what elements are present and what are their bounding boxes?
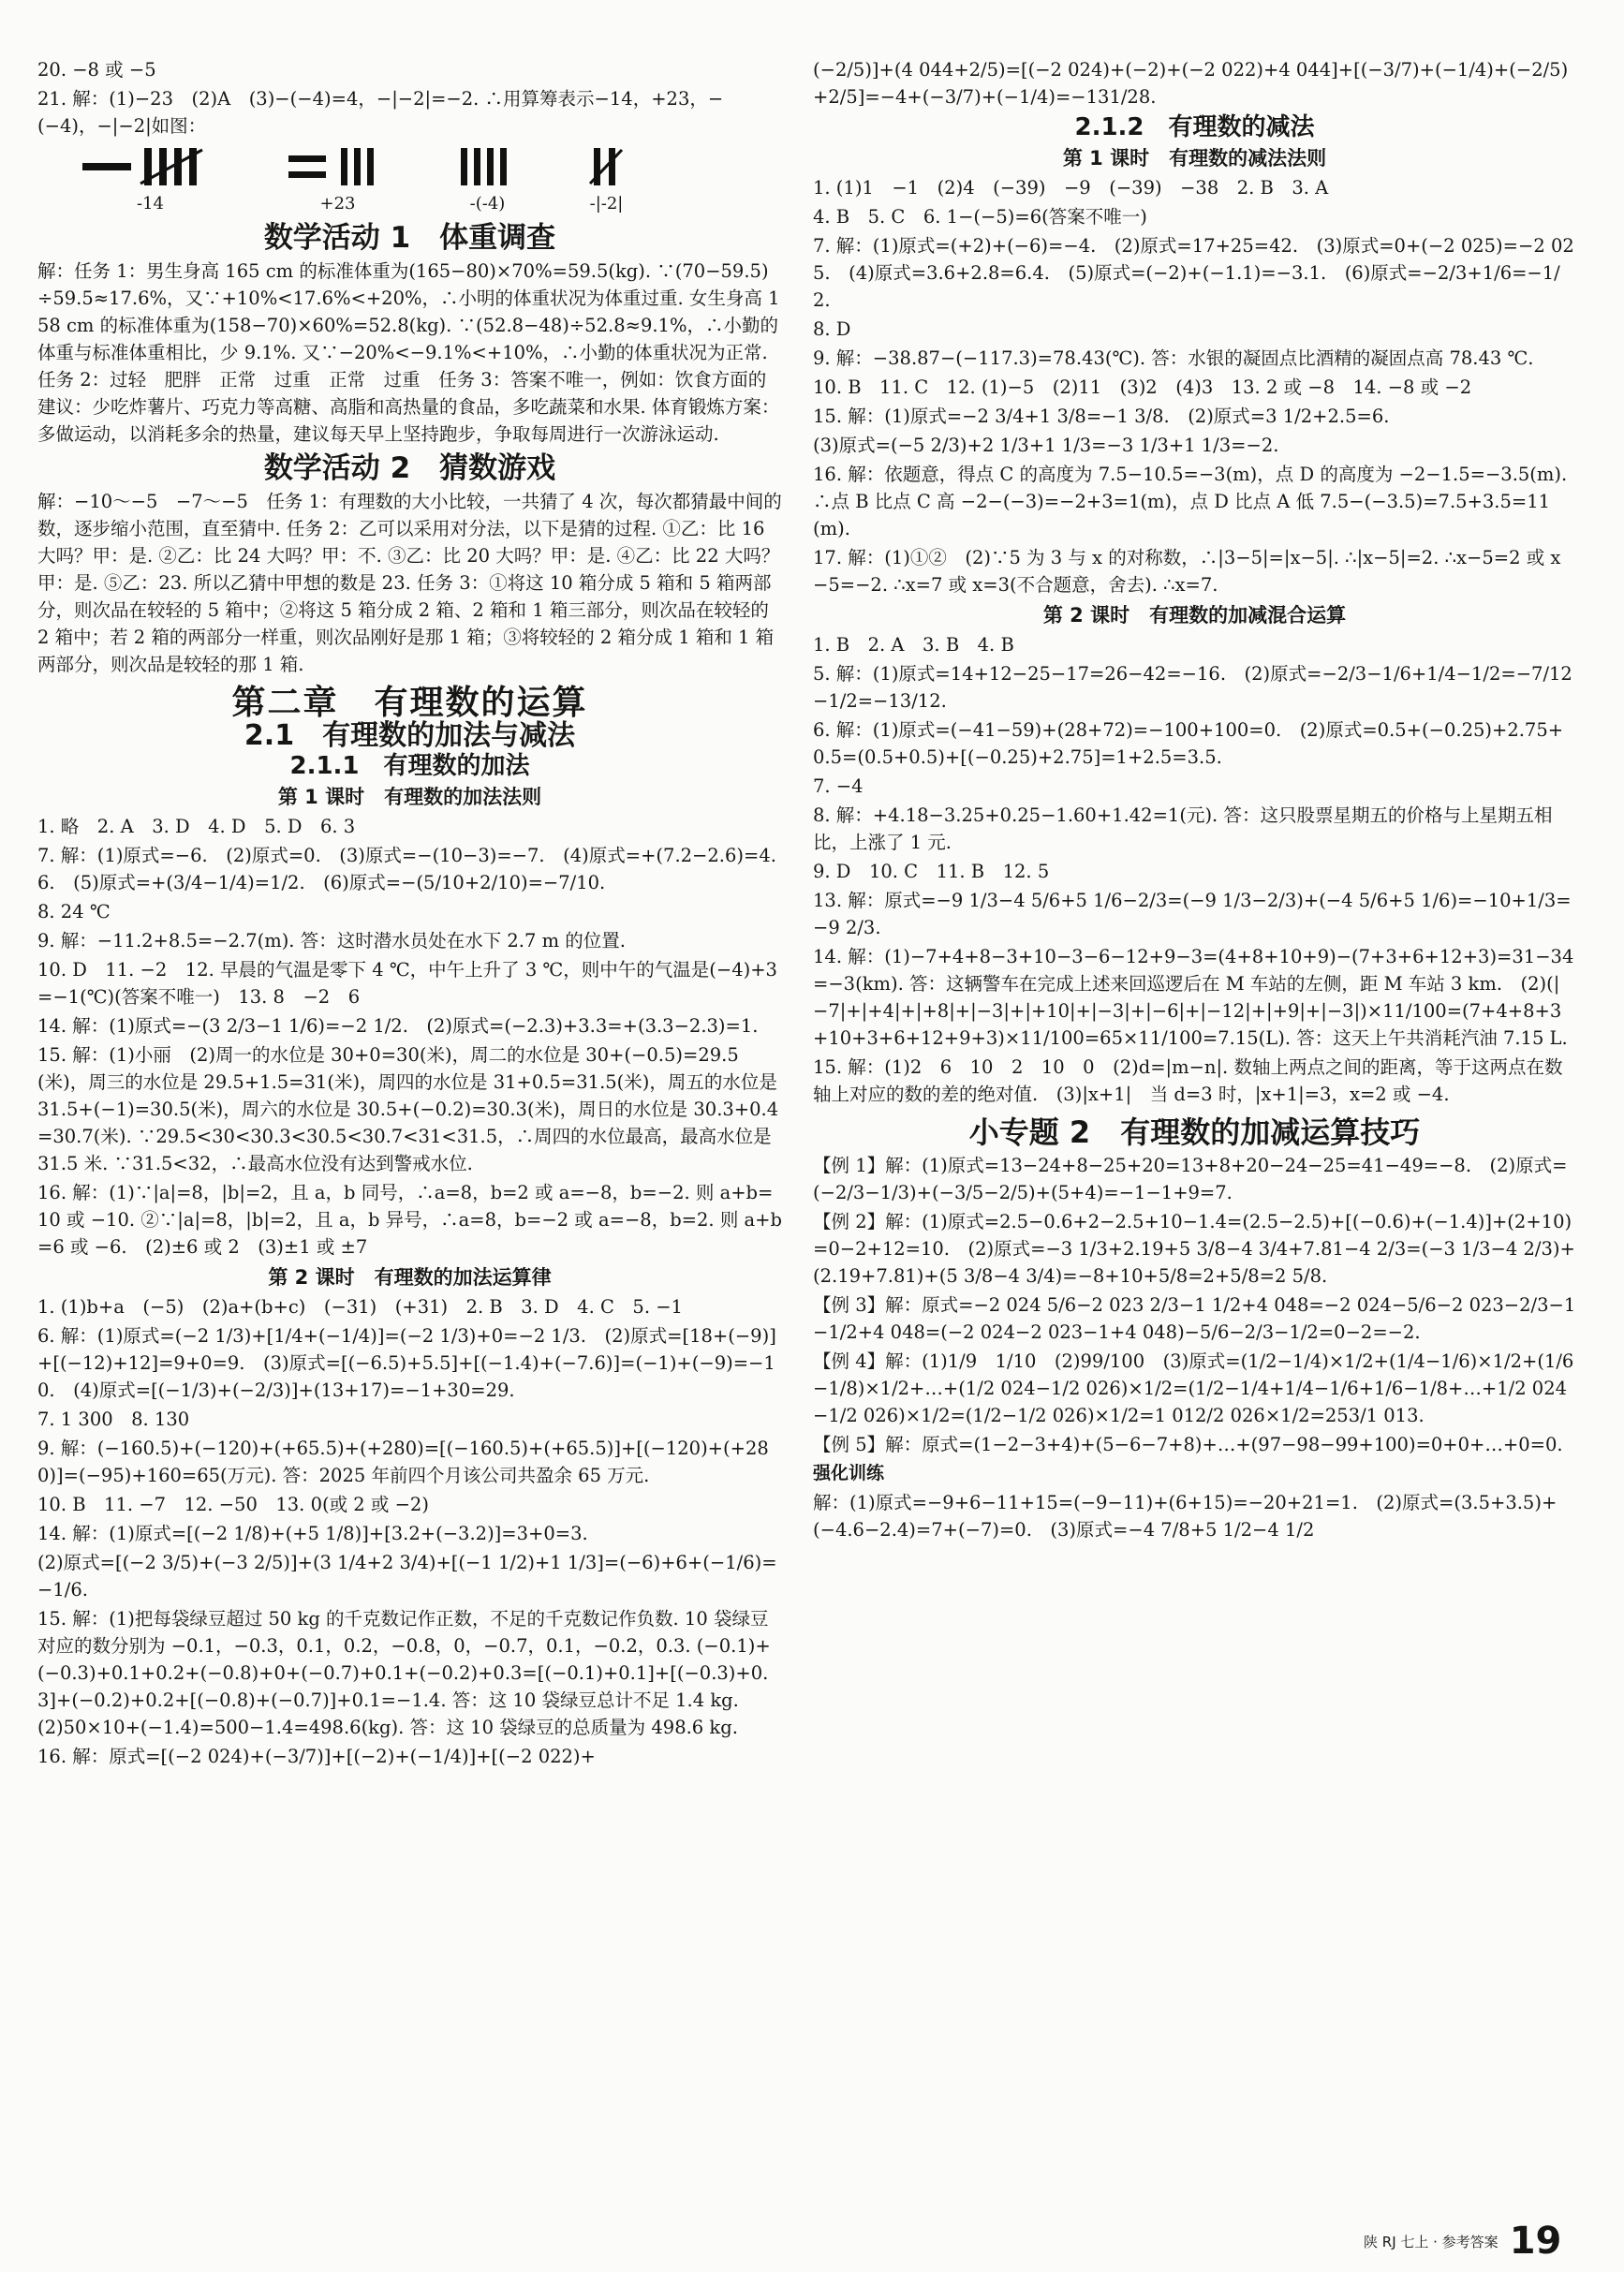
counting-rod-glyph-icon xyxy=(287,145,390,188)
answer-paragraph: (−2/5)]+(4 044+2/5)=[(−2 024)+(−2)+(−2 022)+4 044]+[(−3/7)+(−1/4)+(−2/5)+2/5]=−4+(−3/7)+(−1/4)=−131/28. xyxy=(813,59,1569,108)
counting-rod-glyph-icon xyxy=(81,145,221,188)
lesson-heading: 第 1 课时 有理数的减法法则 xyxy=(1062,147,1327,170)
answer-paragraph: 【例 2】解：(1)原式=2.5−0.6+2−2.5+10−1.4=(2.5−2.5)+[(−0.6)+(−1.4)]+(2+10)=0−2+12=10. (2)原式=−3 1/3+2.19+5 3/8−4 3/4+7.81−4 2/3=(−3 1/3−4 2/3)+(2.19+7.81)+(5 3/8−4 3/4)=−8+10+5/8=2+5/8=2 5/8. xyxy=(813,1211,1575,1287)
answer-paragraph: 1. 略 2. A 3. D 4. D 5. D 6. 3 xyxy=(37,816,356,837)
answer-paragraph: 10. B 11. C 12. (1)−5 (2)11 (3)2 (4)3 13. 2 或 −8 14. −8 或 −2 xyxy=(813,376,1472,398)
page-number: 19 xyxy=(1509,2220,1562,2263)
answer-paragraph: 7. 1 300 8. 130 xyxy=(37,1409,190,1430)
answer-paragraph: 8. 24 ℃ xyxy=(37,901,111,922)
topic-heading: 小专题 2 有理数的加减运算技巧 xyxy=(968,1114,1421,1150)
answer-paragraph: (2)原式=[(−2 3/5)+(−3 2/5)]+(3 1/4+2 3/4)+[(−1 1/2)+1 1/3]=(−6)+6+(−1/6)=−1/6. xyxy=(37,1552,777,1601)
answer-paragraph: 20. −8 或 −5 xyxy=(37,59,156,81)
answer-paragraph: 1. (1)b+a (−5) (2)a+(b+c) (−31) (+31) 2. B 3. D 4. C 5. −1 xyxy=(37,1296,683,1318)
section-heading: 2.1 有理数的加法与减法 xyxy=(244,719,576,752)
activity-heading: 数学活动 2 猜数游戏 xyxy=(263,451,556,485)
answer-paragraph: 【例 1】解：(1)原式=13−24+8−25+20=13+8+20−24−25=41−49=−8. (2)原式=(−2/3−1/3)+(−3/5−2/5)+(5+4)=−1−1+9=7. xyxy=(813,1155,1568,1203)
answer-paragraph: 10. D 11. −2 12. 早晨的气温是零下 4 ℃，中午上升了 3 ℃，则中午的气温是(−4)+3=−1(℃)(答案不唯一) 13. 8 −2 6 xyxy=(37,959,777,1008)
answer-paragraph: 【例 5】解：原式=(1−2−3+4)+(5−6−7+8)+…+(97−98−99+100)=0+0+…+0=0. xyxy=(813,1434,1563,1455)
answer-paragraph: 16. 解：原式=[(−2 024)+(−3/7)]+[(−2)+(−1/4)]+[(−2 022)+ xyxy=(37,1746,596,1767)
lesson-heading: 第 2 课时 有理数的加法运算律 xyxy=(268,1266,552,1289)
answer-paragraph: 21. 解：(1)−23 (2)A (3)−(−4)=4，−|−2|=−2. ∴用算筹表示−14，+23，−(−4)，−|−2|如图： xyxy=(37,88,724,137)
answer-paragraph: 14. 解：(1)−7+4+8−3+10−3−6−12+9−3=(4+8+10+9)−(7+3+6+12+3)=31−34=−3(km). 答：这辆警车在完成上述来回巡逻后在 M 车站的左侧，距 M 车站 3 km. (2)(|−7|+|+4|+|+8|+|−3|+|+10|+|−3|+|−6|+|−12|+|+9|+|−3|)×11/100=(7+4+8+3+10+3+6+12+9+3)×11/100=65×11/100=7.15(L). 答：这天上午共消耗汽油 7.15 L. xyxy=(813,946,1574,1049)
answer-paragraph: 7. 解：(1)原式=(+2)+(−6)=−4. (2)原式=17+25=42. (3)原式=0+(−2 025)=−2 025. (4)原式=3.6+2.8=6.4. (5)原式=(−2)+(−1.1)=−3.1. (6)原式=−2/3+1/6=−1/2. xyxy=(813,235,1574,311)
answer-paragraph: 9. D 10. C 11. B 12. 5 xyxy=(813,861,1050,882)
answer-paragraph: 15. 解：(1)小丽 (2)周一的水位是 30+0=30(米)，周二的水位是 30+(−0.5)=29.5(米)，周三的水位是 29.5+1.5=31(米)，周四的水位是 31+0.5=31.5(米)，周五的水位是 31.5+(−1)=30.5(米)，周六的水位是 30.5+(−0.2)=30.3(米)，周日的水位是 30.3+0.4=30.7(米). ∵29.5<30<30.3<30.5<30.7<31<31.5，∴周四的水位最高，最高水位是 31.5 米. ∵31.5<32，∴最高水位没有达到警戒水位. xyxy=(37,1044,779,1174)
counting-rod-glyph-icon xyxy=(586,145,627,188)
counting-rod-label: +23 xyxy=(319,194,356,214)
answer-paragraph: 13. 解：原式=−9 1/3−4 5/6+5 1/6−2/3=(−9 1/3−2/3)+(−4 5/6+5 1/6)=−10+1/3=−9 2/3. xyxy=(813,890,1572,938)
answer-paragraph: 9. 解：−11.2+8.5=−2.7(m). 答：这时潜水员处在水下 2.7 m 的位置. xyxy=(37,930,626,952)
answer-paragraph: 15. 解：(1)把每袋绿豆超过 50 kg 的千克数记作正数，不足的千克数记作负数. 10 袋绿豆对应的数分别为 −0.1，−0.3，0.1，0.2，−0.8，0，−0.7，0.1，−0.2，0.3. (−0.1)+(−0.3)+0.1+0.2+(−0.8)+0+(−0.7)+0.1+(−0.2)+0.3=[(−0.1)+0.1]+[(−0.3)+0.3]+(−0.2)+0.2+[(−0.8)+(−0.7)]+0.1=−1.4. 答：这 10 袋绿豆总计不足 1.4 kg. (2)50×10+(−1.4)=500−1.4=498.6(kg). 答：这 10 袋绿豆的总质量为 498.6 kg. xyxy=(37,1608,771,1738)
counting-rod-label: -|-2| xyxy=(589,194,624,214)
answer-paragraph: (3)原式=(−5 2/3)+2 1/3+1 1/3=−3 1/3+1 1/3=−2. xyxy=(813,435,1279,456)
answer-paragraph: 16. 解：依题意，得点 C 的高度为 7.5−10.5=−3(m)，点 D 的高度为 −2−1.5=−3.5(m). ∴点 B 比点 C 高 −2−(−3)=−2+3=1(m)，点 D 比点 A 低 7.5−(−3.5)=7.5+3.5=11(m). xyxy=(813,464,1568,539)
answer-paragraph: 6. 解：(1)原式=(−41−59)+(28+72)=−100+100=0. (2)原式=0.5+(−0.25)+2.75+0.5=(0.5+0.5)+[(−0.25)+2.75]=1+2.5=3.5. xyxy=(813,719,1564,768)
answer-paragraph: 15. 解：(1)原式=−2 3/4+1 3/8=−1 3/8. (2)原式=3 1/2+2.5=6. xyxy=(813,406,1390,427)
counting-rod-minus-minus-four xyxy=(455,145,521,217)
footer-note: 陕 RJ 七上 · 参考答案 xyxy=(1364,2233,1499,2250)
right-column xyxy=(813,56,1576,1545)
answer-paragraph: 1. (1)1 −1 (2)4 (−39) −9 (−39) −38 2. B 3. A xyxy=(813,177,1329,199)
answer-paragraph: 8. 解：+4.18−3.25+0.25−1.60+1.42=1(元). 答：这只股票星期五的价格与上星期五相比，上涨了 1 元. xyxy=(813,804,1553,853)
answer-paragraph: 16. 解：(1)∵|a|=8，|b|=2，且 a，b 同号，∴a=8，b=2 或 a=−8，b=−2. 则 a+b=10 或 −10. ②∵|a|=8，|b|=2，且 a，b 异号，∴a=8，b=−2 或 a=−8，b=2. 则 a+b=6 或 −6. (2)±6 或 2 (3)±1 或 ±7 xyxy=(37,1182,782,1258)
chapter-heading: 第二章 有理数的运算 xyxy=(231,684,588,722)
counting-rod-plus-twenty-three xyxy=(287,145,390,217)
counting-rod-label: -(-4) xyxy=(469,194,506,214)
left-column xyxy=(37,56,782,1772)
answer-paragraph: 15. 解：(1)2 6 10 2 10 0 (2)d=|m−n|. 数轴上两点之间的距离，等于这两点在数轴上对应的数的差的绝对值. (3)|x+1| 当 d=3 时，|x+1|=3，x=2 或 −4. xyxy=(813,1056,1563,1105)
answer-paragraph: 1. B 2. A 3. B 4. B xyxy=(813,634,1014,656)
answer-paragraph: 解：−10～−5 −7～−5 任务 1：有理数的大小比较，一共猜了 4 次，每次都猜最中间的数，逐步缩小范围，直至猜中. 任务 2：乙可以采用对分法，以下是猜的过程. ①乙：比 16 大吗？甲：是. ②乙：比 24 大吗？甲：不. ③乙：比 20 大吗？甲：是. ④乙：比 22 大吗？甲：是. ⑤乙：23. 所以乙猜中甲想的数是 23. 任务 3：①将这 10 箱分成 5 箱和 5 箱两部分，则次品在较轻的 5 箱中；②将这 5 箱分成 2 箱、2 箱和 1 箱三部分，则次品在较轻的 2 箱中；若 2 箱的两部分一样重，则次品刚好是那 1 箱；③将较轻的 2 箱分成 1 箱和 1 箱两部分，则次品是较轻的那 1 箱. xyxy=(37,491,782,675)
answer-paragraph: 9. 解：−38.87−(−117.3)=78.43(℃). 答：水银的凝固点比酒精的凝固点高 78.43 ℃. xyxy=(813,347,1534,369)
counting-rod-glyph-icon xyxy=(455,145,521,188)
subsection-heading: 2.1.1 有理数的加法 xyxy=(289,752,530,780)
answer-paragraph: 6. 解：(1)原式=(−2 1/3)+[1/4+(−1/4)]=(−2 1/3)+0=−2 1/3. (2)原式=[18+(−9)]+[(−12)+12]=9+0=9. (3)原式=[(−6.5)+5.5]+[(−1.4)+(−7.6)]=(−1)+(−9)=−10. (4)原式=[(−1/3)+(−2/3)]+(13+17)=−1+30=29. xyxy=(37,1325,776,1401)
answer-paragraph: 14. 解：(1)原式=−(3 2/3−1 1/6)=−2 1/2. (2)原式=(−2.3)+3.3=+(3.3−2.3)=1. xyxy=(37,1015,759,1037)
lesson-heading: 第 1 课时 有理数的加法法则 xyxy=(277,786,542,808)
answer-paragraph: 8. D xyxy=(813,318,851,340)
answer-paragraph: 9. 解：(−160.5)+(−120)+(+65.5)+(+280)=[(−160.5)+(+65.5)]+[(−120)+(+280)]=(−95)+160=65(万元). 答：2025 年前四个月该公司共盈余 65 万元. xyxy=(37,1438,769,1486)
counting-rod-label: -14 xyxy=(137,194,164,214)
activity-heading: 数学活动 1 体重调查 xyxy=(263,221,556,255)
counting-rod-minus-fourteen xyxy=(81,145,221,217)
counting-rod-minus-abs-minus-two xyxy=(586,145,627,217)
training-heading: 强化训练 xyxy=(813,1463,885,1483)
answer-paragraph: 【例 4】解：(1)1/9 1/10 (2)99/100 (3)原式=(1/2−1/4)×1/2+(1/4−1/6)×1/2+(1/6−1/8)×1/2+…+(1/2 024−1/2 026)×1/2=(1/2−1/4+1/4−1/6+1/6−1/8+…+1/2 024−1/2 026)×1/2=(1/2−1/2 026)×1/2=1 012/2 026×1/2=253/1 013. xyxy=(813,1350,1574,1426)
answer-paragraph: 解：(1)原式=−9+6−11+15=(−9−11)+(6+15)=−20+21=1. (2)原式=(3.5+3.5)+(−4.6−2.4)=7+(−7)=0. (3)原式=−4 7/8+5 1/2−4 1/2 xyxy=(813,1492,1558,1541)
answer-paragraph: 14. 解：(1)原式=[(−2 1/8)+(+5 1/8)]+[3.2+(−3.2)]=3+0=3. xyxy=(37,1523,588,1544)
page-footer xyxy=(1364,2220,1561,2263)
subsection-heading: 2.1.2 有理数的减法 xyxy=(1074,113,1315,141)
answer-paragraph: 10. B 11. −7 12. −50 13. 0(或 2 或 −2) xyxy=(37,1494,429,1515)
answer-paragraph: 7. 解：(1)原式=−6. (2)原式=0. (3)原式=−(10−3)=−7. (4)原式=+(7.2−2.6)=4.6. (5)原式=+(3/4−1/4)=1/2. (6)原式=−(5/10+2/10)=−7/10. xyxy=(37,845,776,893)
answer-paragraph: 解：任务 1：男生身高 165 cm 的标准体重为(165−80)×70%=59.5(kg). ∵(70−59.5)÷59.5≈17.6%，又∵+10%<17.6%<+20%，∴小明的体重状况为体重过重. 女生身高 158 cm 的标准体重为(158−70)×60%=52.8(kg). ∵(52.8−48)÷52.8≈9.1%，∴小勤的体重与标准体重相比，少 9.1%. 又∵−20%<−9.1%<+10%，∴小勤的体重状况为正常. 任务 2：过轻 肥胖 正常 过重 正常 过重 任务 3：答案不唯一，例如：饮食方面的建议：少吃炸薯片、巧克力等高糖、高脂和高热量的食品，多吃蔬菜和水果. 体育锻炼方案：多做运动，以消耗多余的热量，建议每天早上坚持跑步，争取每周进行一次游泳运动. xyxy=(37,260,780,445)
answer-paragraph: 4. B 5. C 6. 1−(−5)=6(答案不唯一) xyxy=(813,206,1147,228)
answer-paragraph: 17. 解：(1)①② (2)∵5 为 3 与 x 的对称数，∴|3−5|=|x−5|. ∴|x−5|=2. ∴x−5=2 或 x−5=−2. ∴x=7 或 x=3(不合题意，舍去). ∴x=7. xyxy=(813,547,1561,596)
answer-paragraph: 7. −4 xyxy=(813,775,864,797)
answer-paragraph: 【例 3】解：原式=−2 024 5/6−2 023 2/3−1 1/2+4 048=−2 024−5/6−2 023−2/3−1−1/2+4 048=(−2 024−2 023−1+4 048)−5/6−2/3−1/2=0−2=−2. xyxy=(813,1294,1576,1343)
lesson-heading: 第 2 课时 有理数的加减混合运算 xyxy=(1042,604,1347,627)
counting-rod-figure xyxy=(37,145,782,217)
answer-paragraph: 5. 解：(1)原式=14+12−25−17=26−42=−16. (2)原式=−2/3−1/6+1/4−1/2=−7/12−1/2=−13/12. xyxy=(813,663,1572,712)
